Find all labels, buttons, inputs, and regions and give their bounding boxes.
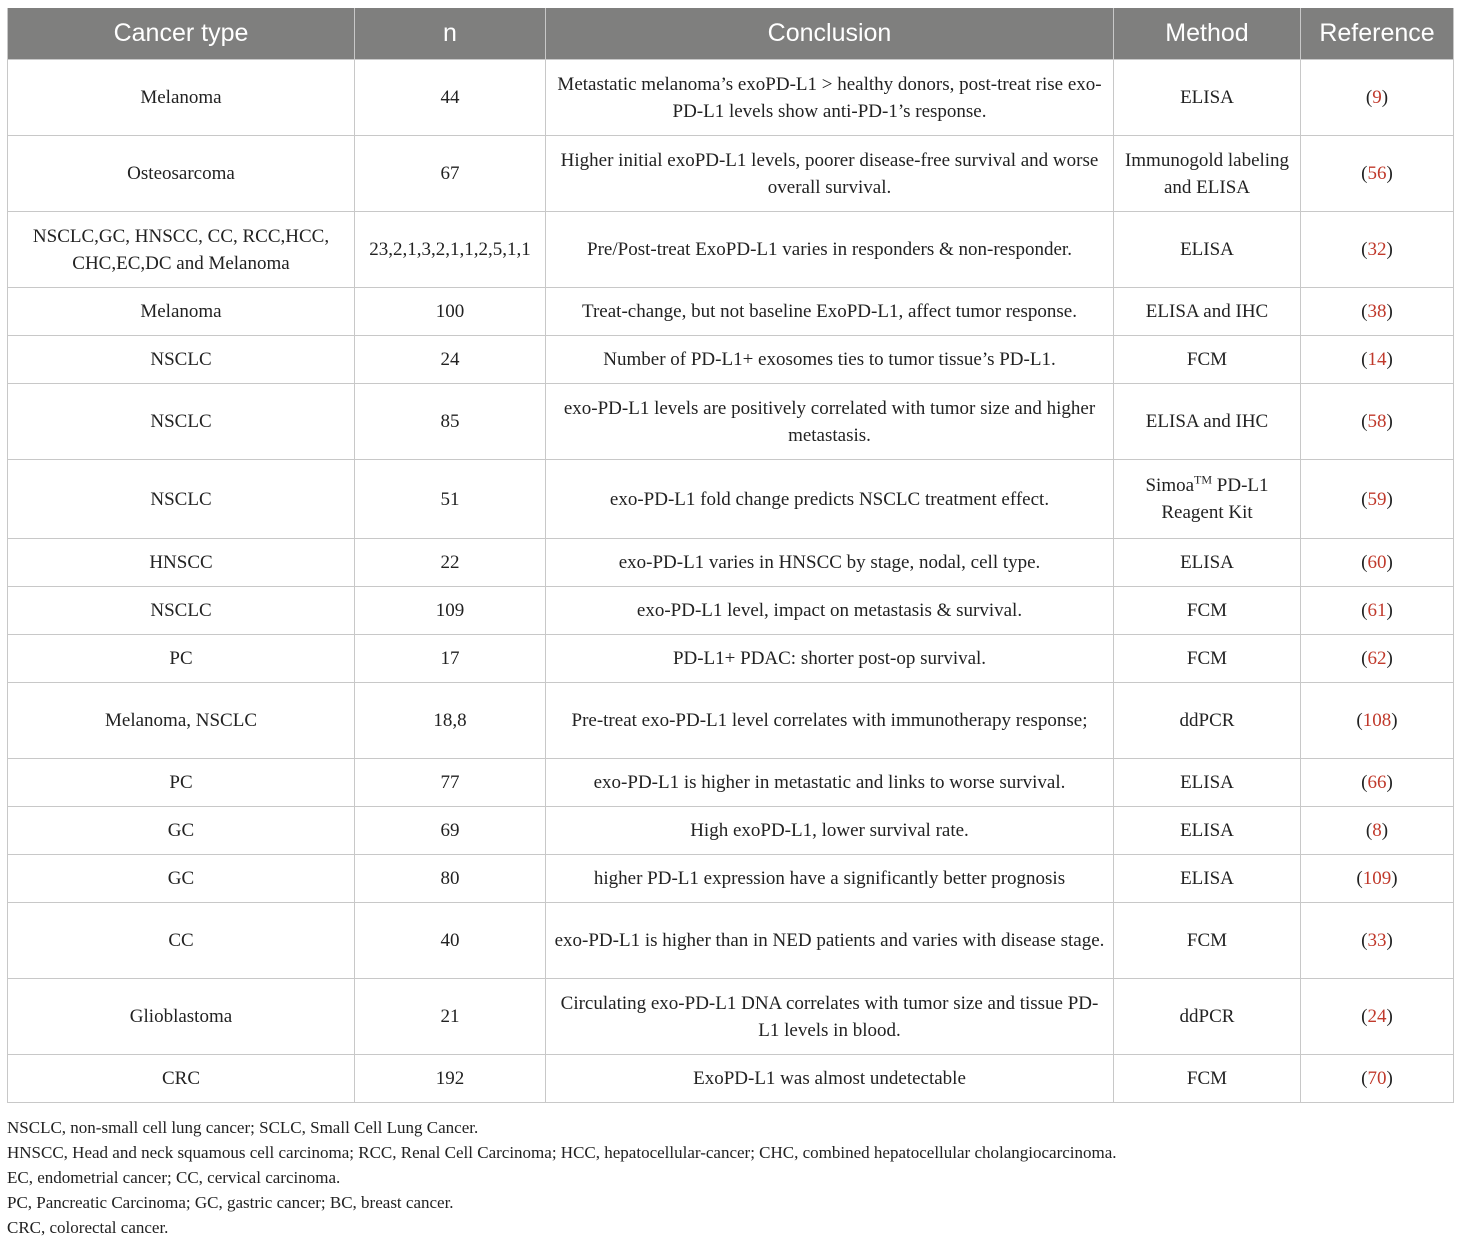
cell-conclusion: exo-PD-L1 is higher in metastatic and links to worse survival.: [546, 759, 1114, 807]
method-text: FCM: [1186, 600, 1228, 621]
reference-link[interactable]: 60: [1367, 552, 1387, 573]
method-text: FCM: [1186, 349, 1228, 370]
method-text: FCM: [1186, 648, 1228, 669]
cell-n: 24: [355, 336, 546, 384]
cell-method: [1114, 807, 1301, 855]
table-body: [8, 60, 1454, 1103]
cell-method: [1114, 855, 1301, 903]
cell-reference: (32): [1301, 212, 1454, 288]
cell-reference: (56): [1301, 136, 1454, 212]
cell-conclusion: Number of PD-L1+ exosomes ties to tumor tissue’s PD-L1.: [546, 336, 1114, 384]
results-table: [7, 8, 1454, 1103]
cell-cancer-type: CC: [8, 903, 355, 979]
cell-n: 80: [355, 855, 546, 903]
cell-n: 100: [355, 288, 546, 336]
cell-conclusion: exo-PD-L1 level, impact on metastasis & survival.: [546, 587, 1114, 635]
table-row: [8, 460, 1454, 539]
method-text: ELISA: [1180, 87, 1234, 108]
cell-conclusion: PD-L1+ PDAC: shorter post-op survival.: [546, 635, 1114, 683]
reference-link[interactable]: 9: [1372, 87, 1382, 108]
cell-reference: (70): [1301, 1055, 1454, 1103]
cell-reference: (62): [1301, 635, 1454, 683]
cell-method: [1114, 587, 1301, 635]
document: [7, 8, 1453, 1240]
table-row: [8, 212, 1454, 288]
table-row: [8, 60, 1454, 136]
cell-cancer-type: Melanoma: [8, 288, 355, 336]
cell-cancer-type: NSCLC: [8, 587, 355, 635]
cell-conclusion: exo-PD-L1 fold change predicts NSCLC treatment effect.: [546, 460, 1114, 539]
cell-n: 77: [355, 759, 546, 807]
method-text: Immunogold labeling and ELISA: [1124, 149, 1290, 198]
reference-link[interactable]: 56: [1367, 163, 1387, 184]
cell-method: [1114, 336, 1301, 384]
table-row: [8, 759, 1454, 807]
cell-method: [1114, 384, 1301, 460]
footnotes: [7, 1115, 1453, 1240]
cell-conclusion: Treat-change, but not baseline ExoPD-L1, affect tumor response.: [546, 288, 1114, 336]
cell-cancer-type: GC: [8, 807, 355, 855]
table-row: [8, 587, 1454, 635]
cell-cancer-type: PC: [8, 635, 355, 683]
cell-method: [1114, 136, 1301, 212]
method-suffix: PD-L1 Reagent Kit: [1161, 475, 1269, 523]
cell-conclusion: High exoPD-L1, lower survival rate.: [546, 807, 1114, 855]
cell-method: [1114, 979, 1301, 1055]
method-text: ddPCR: [1179, 1006, 1235, 1027]
cell-method: [1114, 635, 1301, 683]
cell-reference: (9): [1301, 60, 1454, 136]
reference-link[interactable]: 62: [1367, 648, 1387, 669]
cell-cancer-type: NSCLC: [8, 460, 355, 539]
table-row: [8, 539, 1454, 587]
cell-method: [1114, 288, 1301, 336]
cell-reference: (58): [1301, 384, 1454, 460]
footnote: EC, endometrial cancer; CC, cervical carcinoma.: [7, 1168, 341, 1187]
table-row: [8, 855, 1454, 903]
table-row: [8, 288, 1454, 336]
cell-conclusion: exo-PD-L1 varies in HNSCC by stage, nodal, cell type.: [546, 539, 1114, 587]
footnote: NSCLC, non-small cell lung cancer; SCLC, Small Cell Lung Cancer.: [7, 1118, 479, 1137]
cell-conclusion: Higher initial exoPD-L1 levels, poorer disease-free survival and worse overall survival.: [546, 136, 1114, 212]
table-row: [8, 635, 1454, 683]
footnote: HNSCC, Head and neck squamous cell carcinoma; RCC, Renal Cell Carcinoma; HCC, hepatocellular-cancer; CHC, combined hepatocellular cholangiocarcinoma.: [7, 1143, 1117, 1162]
reference-link[interactable]: 66: [1367, 772, 1387, 793]
cell-n: 21: [355, 979, 546, 1055]
cell-conclusion: Pre-treat exo-PD-L1 level correlates with immunotherapy response;: [546, 683, 1114, 759]
method-text: Simoa: [1145, 475, 1195, 496]
cell-method: [1114, 683, 1301, 759]
method-superscript: TM: [1194, 472, 1213, 487]
cell-cancer-type: Melanoma: [8, 60, 355, 136]
cell-cancer-type: Glioblastoma: [8, 979, 355, 1055]
cell-method: [1114, 460, 1301, 539]
cell-conclusion: Circulating exo-PD-L1 DNA correlates with tumor size and tissue PD-L1 levels in blood.: [546, 979, 1114, 1055]
reference-link[interactable]: 108: [1362, 710, 1392, 731]
table-row: [8, 1055, 1454, 1103]
cell-cancer-type: NSCLC,GC, HNSCC, CC, RCC,HCC, CHC,EC,DC and Melanoma: [8, 212, 355, 288]
method-text: ELISA: [1180, 772, 1234, 793]
cell-reference: (66): [1301, 759, 1454, 807]
footnote: PC, Pancreatic Carcinoma; GC, gastric cancer; BC, breast cancer.: [7, 1193, 454, 1212]
cell-cancer-type: NSCLC: [8, 384, 355, 460]
cell-cancer-type: Osteosarcoma: [8, 136, 355, 212]
cell-conclusion: Metastatic melanoma’s exoPD-L1 > healthy donors, post-treat rise exo-PD-L1 levels show anti-PD-1’s response.: [546, 60, 1114, 136]
cell-n: 51: [355, 460, 546, 539]
method-text: ELISA: [1180, 239, 1234, 260]
cell-reference: (38): [1301, 288, 1454, 336]
cell-n: 40: [355, 903, 546, 979]
table-row: [8, 807, 1454, 855]
cell-n: 44: [355, 60, 546, 136]
footnote: CRC, colorectal cancer.: [7, 1218, 169, 1237]
column-header-cancer-type: Cancer type: [8, 8, 355, 60]
method-text: ELISA: [1180, 868, 1234, 889]
cell-conclusion: Pre/Post-treat ExoPD-L1 varies in responders & non-responder.: [546, 212, 1114, 288]
header-row: [8, 8, 1454, 60]
cell-n: 18,8: [355, 683, 546, 759]
column-header-conclusion: Conclusion: [546, 8, 1114, 60]
cell-conclusion: exo-PD-L1 is higher than in NED patients and varies with disease stage.: [546, 903, 1114, 979]
column-header-method: Method: [1114, 8, 1301, 60]
cell-n: 85: [355, 384, 546, 460]
cell-reference: (59): [1301, 460, 1454, 539]
reference-link[interactable]: 109: [1362, 868, 1392, 889]
method-text: ELISA: [1180, 820, 1234, 841]
cell-reference: (108): [1301, 683, 1454, 759]
cell-method: [1114, 1055, 1301, 1103]
cell-cancer-type: HNSCC: [8, 539, 355, 587]
method-text: ELISA and IHC: [1145, 411, 1269, 432]
reference-link[interactable]: 14: [1367, 349, 1387, 370]
table-row: [8, 136, 1454, 212]
method-text: FCM: [1186, 930, 1228, 951]
method-text: ELISA: [1180, 552, 1234, 573]
cell-method: [1114, 60, 1301, 136]
cell-reference: (109): [1301, 855, 1454, 903]
cell-n: 192: [355, 1055, 546, 1103]
cell-cancer-type: Melanoma, NSCLC: [8, 683, 355, 759]
table-row: [8, 903, 1454, 979]
table-row: [8, 683, 1454, 759]
table-row: [8, 336, 1454, 384]
reference-link[interactable]: 70: [1367, 1068, 1387, 1089]
cell-method: [1114, 903, 1301, 979]
cell-conclusion: exo-PD-L1 levels are positively correlated with tumor size and higher metastasis.: [546, 384, 1114, 460]
cell-reference: (24): [1301, 979, 1454, 1055]
reference-link[interactable]: 33: [1367, 930, 1387, 951]
cell-cancer-type: NSCLC: [8, 336, 355, 384]
cell-n: 17: [355, 635, 546, 683]
cell-cancer-type: GC: [8, 855, 355, 903]
reference-link[interactable]: 38: [1367, 301, 1387, 322]
column-header-n: n: [355, 8, 546, 60]
method-text: FCM: [1186, 1068, 1228, 1089]
cell-cancer-type: PC: [8, 759, 355, 807]
table-row: [8, 384, 1454, 460]
cell-reference: (60): [1301, 539, 1454, 587]
reference-link[interactable]: 8: [1372, 820, 1382, 841]
reference-link[interactable]: 61: [1367, 600, 1387, 621]
method-text: ELISA and IHC: [1145, 301, 1269, 322]
reference-link[interactable]: 59: [1367, 488, 1387, 510]
method-text: ddPCR: [1179, 710, 1235, 731]
table-row: [8, 979, 1454, 1055]
cell-reference: (33): [1301, 903, 1454, 979]
column-header-reference: Reference: [1301, 8, 1454, 60]
cell-conclusion: higher PD-L1 expression have a significantly better prognosis: [546, 855, 1114, 903]
cell-n: 23,2,1,3,2,1,1,2,5,1,1: [355, 212, 546, 288]
cell-reference: (14): [1301, 336, 1454, 384]
cell-n: 22: [355, 539, 546, 587]
cell-cancer-type: CRC: [8, 1055, 355, 1103]
cell-n: 109: [355, 587, 546, 635]
cell-n: 67: [355, 136, 546, 212]
cell-reference: (61): [1301, 587, 1454, 635]
cell-n: 69: [355, 807, 546, 855]
cell-reference: (8): [1301, 807, 1454, 855]
cell-method: [1114, 539, 1301, 587]
cell-method: [1114, 759, 1301, 807]
reference-link[interactable]: 32: [1367, 239, 1387, 260]
reference-link[interactable]: 58: [1367, 411, 1387, 432]
reference-link[interactable]: 24: [1367, 1006, 1387, 1027]
cell-conclusion: ExoPD-L1 was almost undetectable: [546, 1055, 1114, 1103]
cell-method: [1114, 212, 1301, 288]
